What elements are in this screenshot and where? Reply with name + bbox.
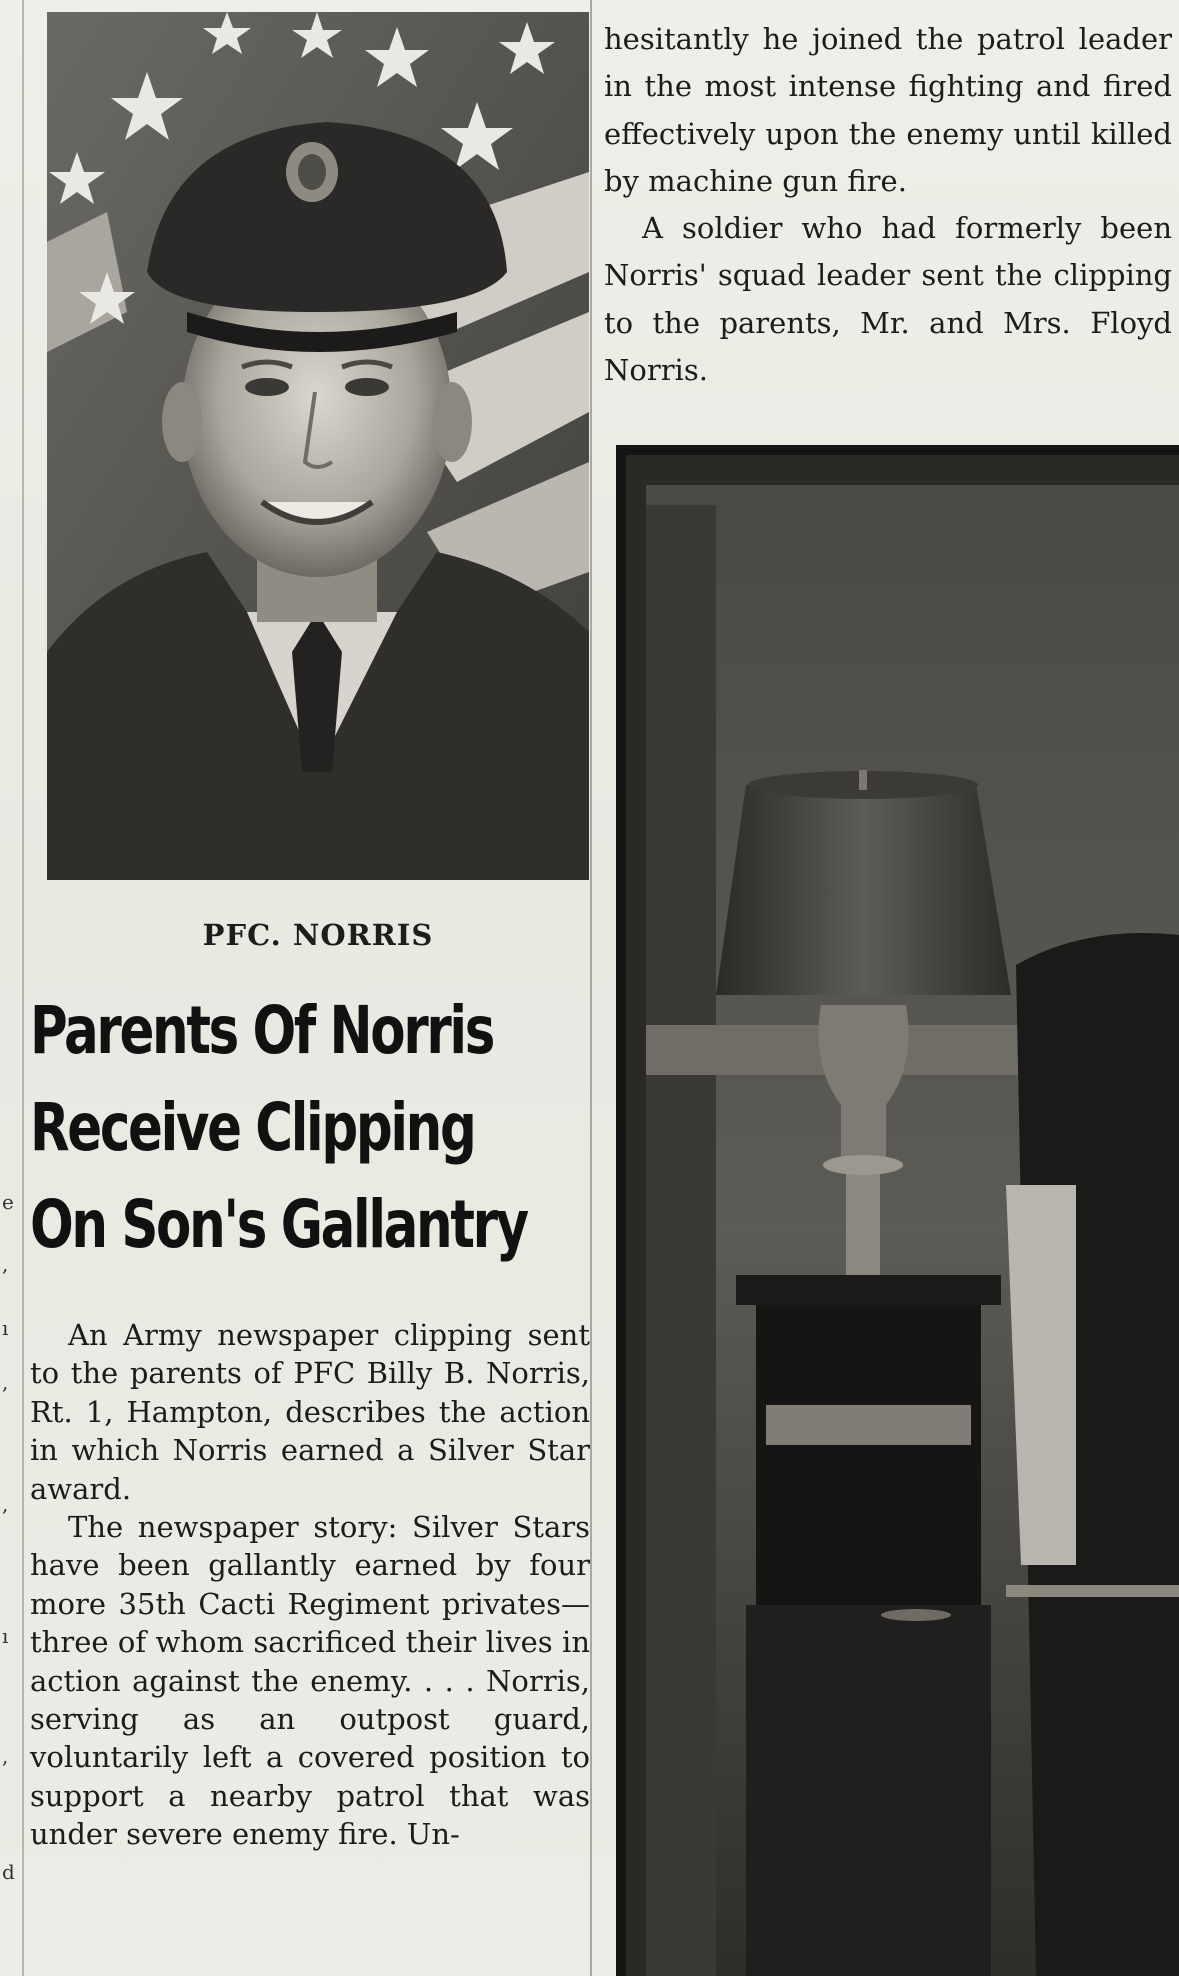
headline-line-2: Receive Clipping [30, 1089, 475, 1166]
column-divider [590, 0, 592, 1976]
headline-line-3: On Son's Gallantry [30, 1186, 527, 1263]
article-paragraph-4: A soldier who had formerly been Norris' squad leader sent the clipping to the parents, Mr. and Mrs. Floyd Norris. [604, 211, 1172, 388]
portrait-photo [47, 12, 589, 880]
room-lamp-photo [616, 445, 1179, 1976]
article-paragraph-3: hesitantly he joined the patrol leader in the most intense fighting and fired effectively upon the enemy until killed by machine gun fire. [604, 22, 1172, 198]
article-paragraph-1: An Army newspaper clipping sent to the parents of PFC Billy B. Norris, Rt. 1, Hampton, describes the action in which Norris earned a Silver Star award. [30, 1318, 590, 1506]
article-body-right [604, 16, 1172, 394]
headline-line-1: Parents Of Norris [30, 992, 494, 1069]
article-paragraph-2: The newspaper story: Silver Stars have been gallantly earned by four more 35th Cacti Regiment privates—three of whom sacrificed their lives in action against the enemy. . . . Norris, serving as an outpost guard, voluntarily left a covered position to support a nearby patrol that was under severe enemy fire. Un- [30, 1510, 590, 1852]
portrait-illustration [47, 12, 589, 880]
room-illustration [616, 445, 1179, 1976]
headline [30, 982, 527, 1273]
article-body-left [30, 1316, 590, 1854]
adjacent-column-edge: e , ı , , ı , d [0, 0, 24, 1976]
photo-caption: PFC. NORRIS [202, 918, 434, 952]
